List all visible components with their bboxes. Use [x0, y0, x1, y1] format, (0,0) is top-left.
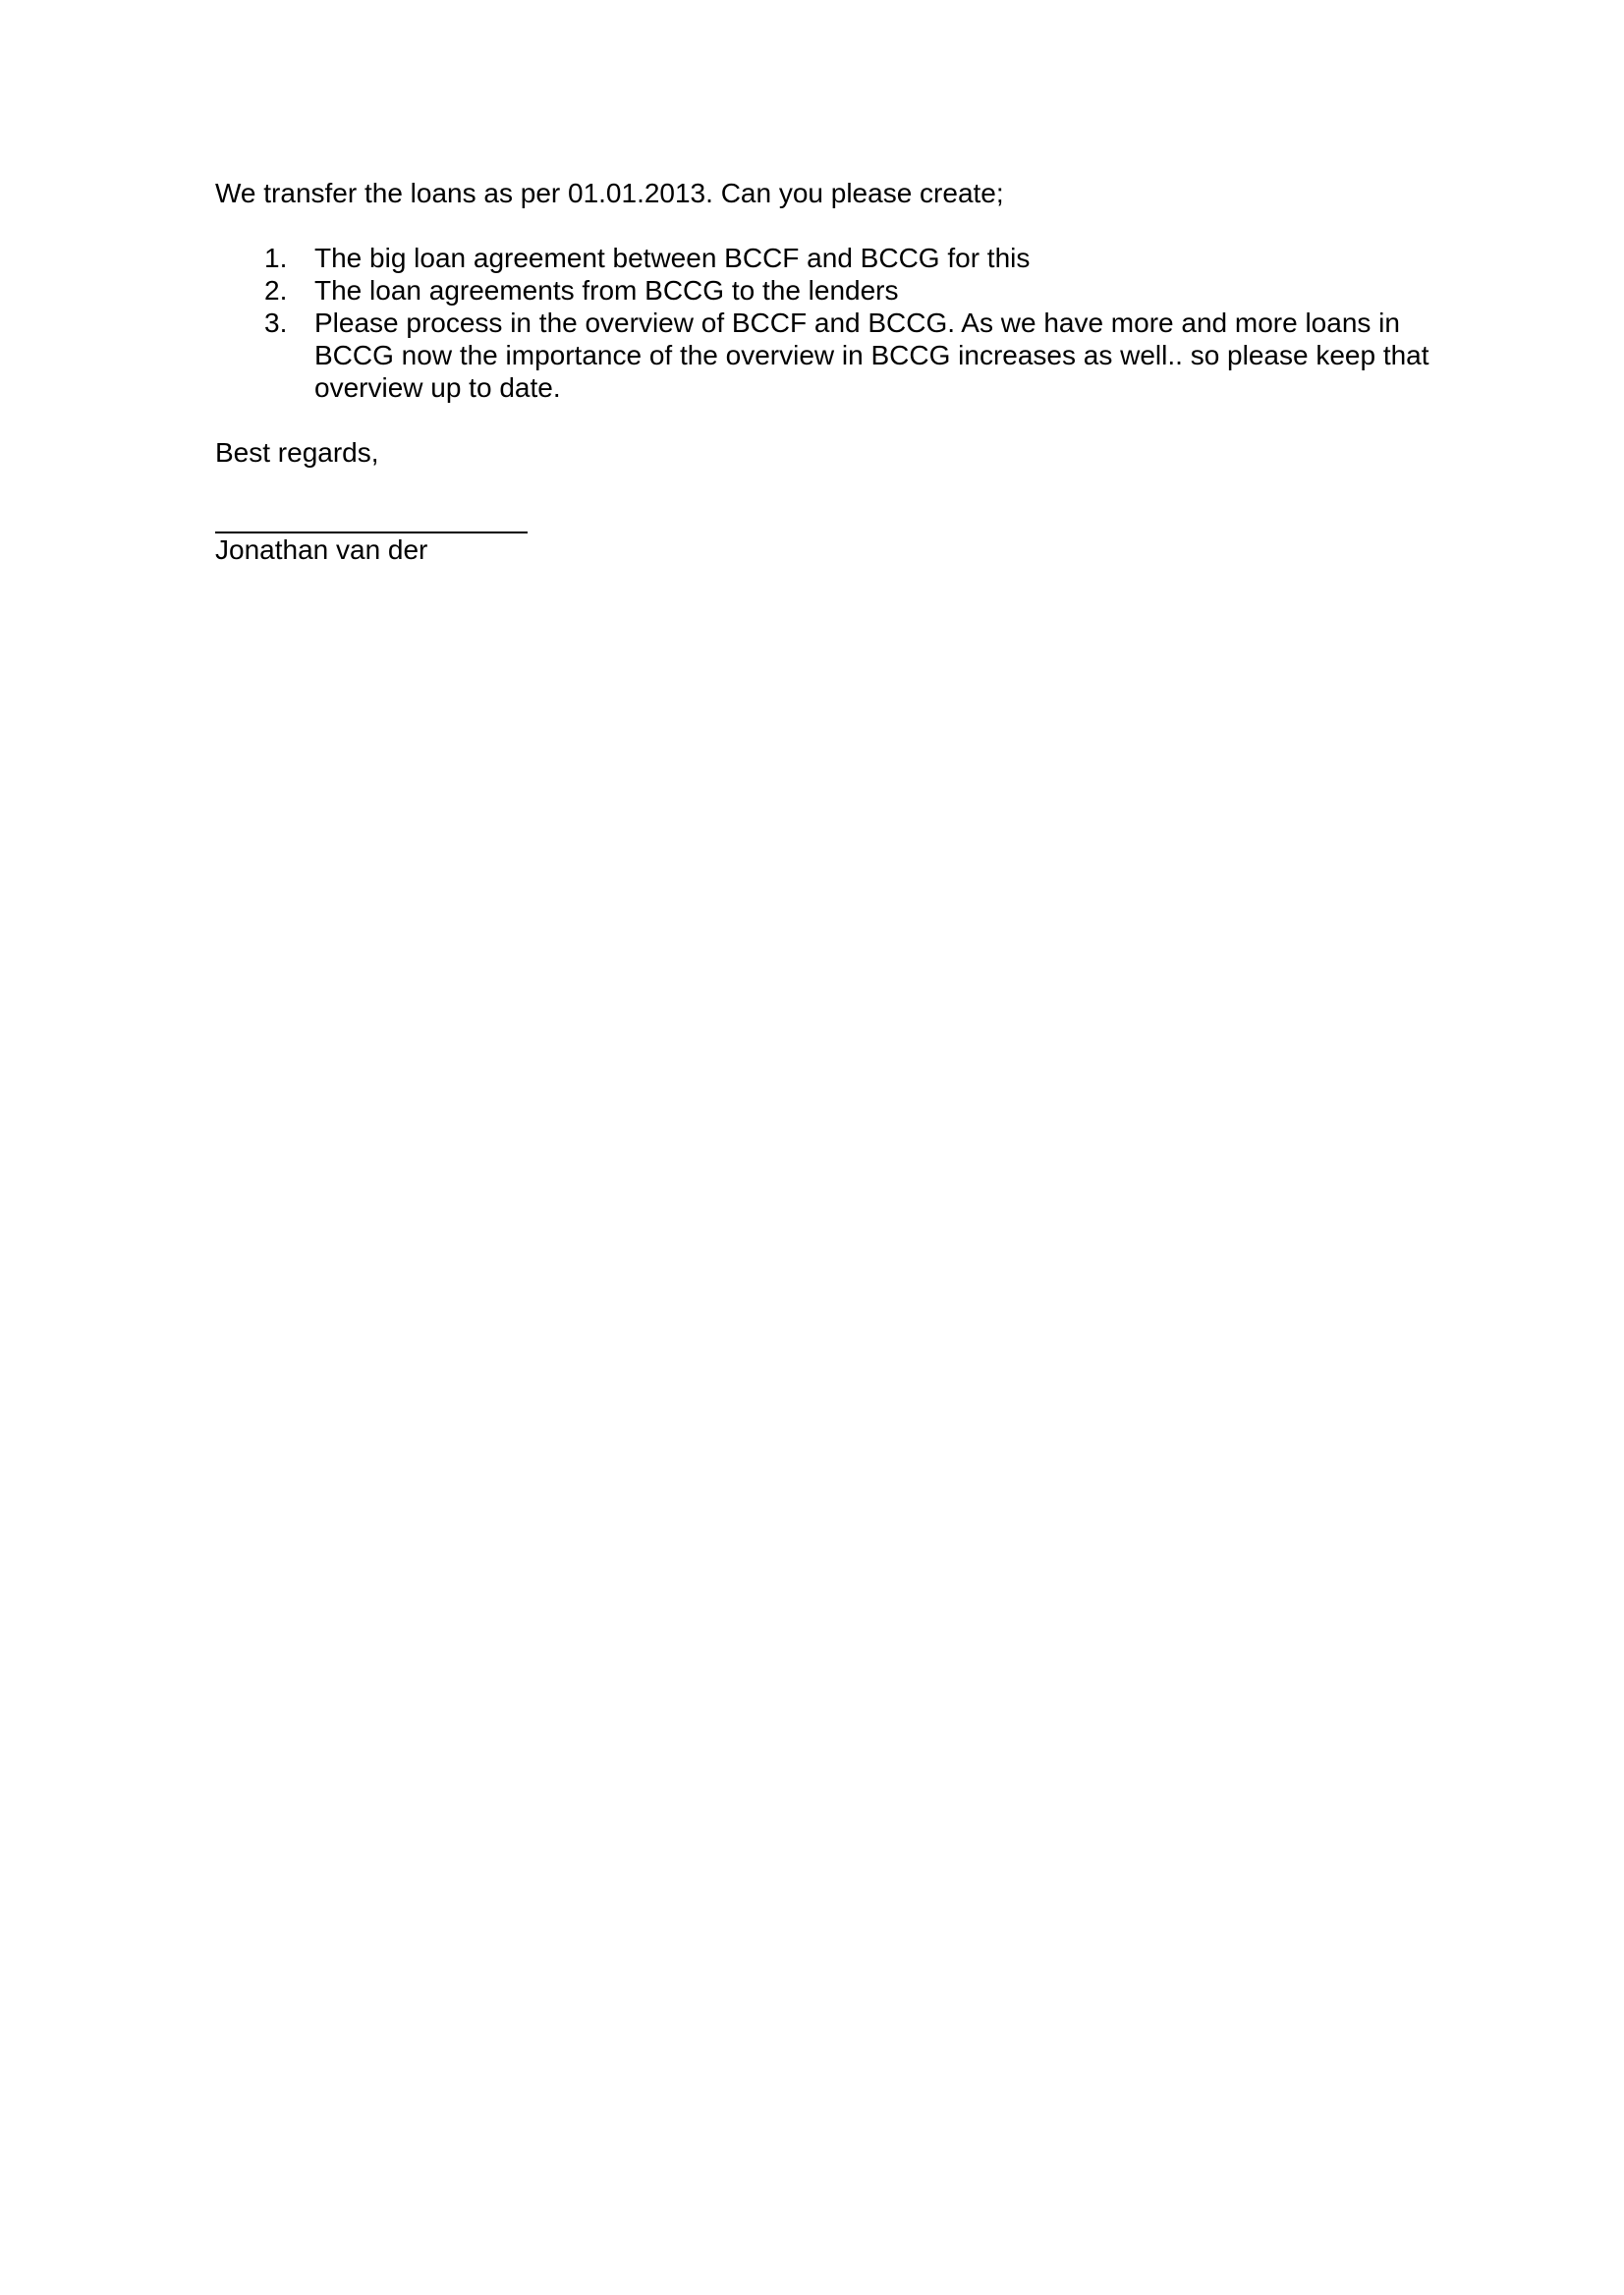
list-item-text: The loan agreements from BCCG to the lenders — [314, 275, 899, 306]
list-item-text: Please process in the overview of BCCF and BCCG. As we have more and more loans in BCCG now the importance of the overview in BCCG increases as well.. so please keep that overview up to date. — [314, 308, 1429, 403]
list-item-text: The big loan agreement between BCCF and BCCG for this — [314, 243, 1031, 273]
list-item — [215, 274, 1443, 307]
list-item-number: 1. — [264, 243, 288, 273]
list-item-number: 3. — [264, 308, 288, 338]
list-item — [215, 307, 1443, 404]
signer-name: Jonathan van der — [215, 534, 428, 565]
request-list — [215, 242, 1443, 404]
list-item — [215, 242, 1443, 274]
closing-line: Best regards, — [215, 437, 379, 468]
intro-paragraph: We transfer the loans as per 01.01.2013. Can you please create; — [215, 178, 1004, 208]
list-item-number: 2. — [264, 275, 288, 306]
letter-body — [215, 177, 1443, 566]
signature-line — [215, 501, 528, 533]
